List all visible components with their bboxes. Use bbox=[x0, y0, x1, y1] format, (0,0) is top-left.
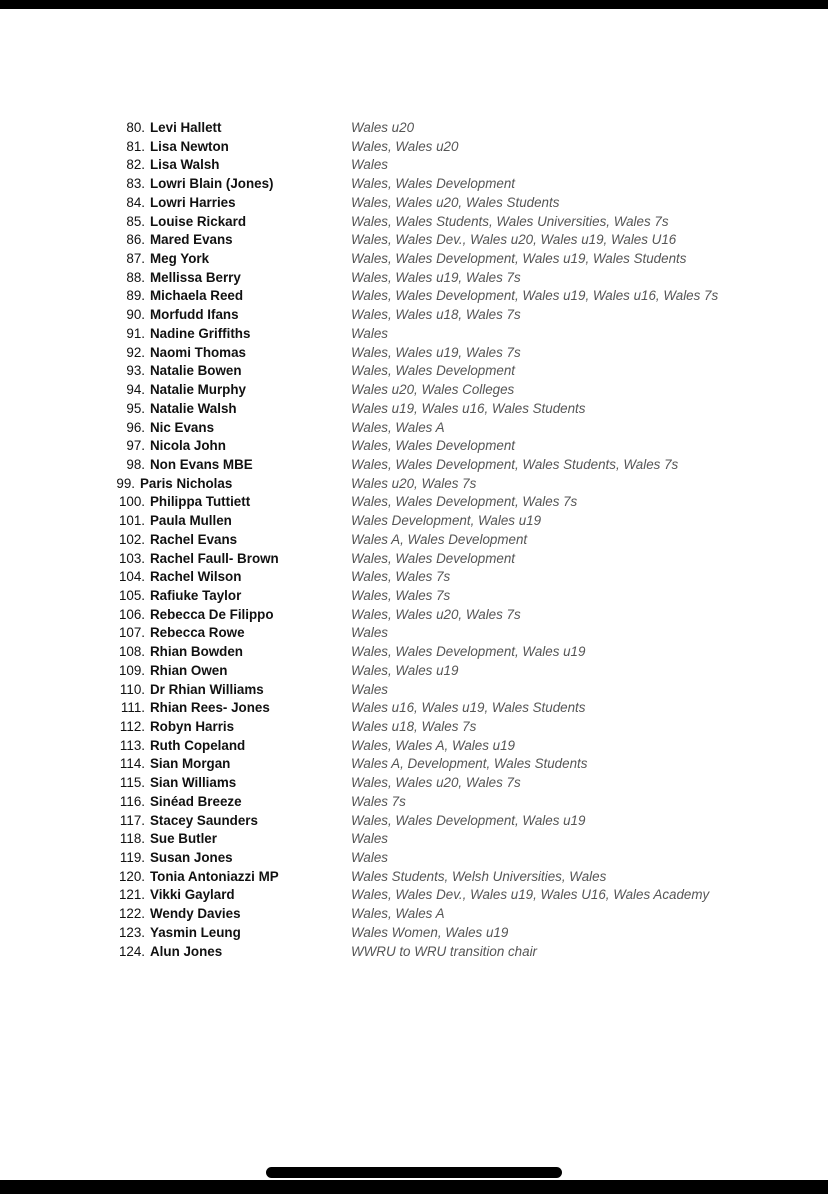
player-teams: Wales Women, Wales u19 bbox=[351, 924, 509, 940]
item-number: 89. bbox=[126, 288, 145, 304]
player-teams: Wales Students, Welsh Universities, Wales bbox=[351, 868, 607, 884]
item-number: 88. bbox=[126, 269, 145, 285]
player-name: Nic Evans bbox=[150, 419, 215, 435]
list-item bbox=[0, 606, 828, 625]
player-name: Natalie Walsh bbox=[150, 400, 237, 416]
player-name: Sian Morgan bbox=[150, 756, 231, 772]
player-name: Rebecca De Filippo bbox=[150, 606, 274, 622]
item-number: 112. bbox=[119, 719, 145, 734]
player-teams: Wales u18, Wales 7s bbox=[351, 719, 477, 734]
player-name: Sinéad Breeze bbox=[150, 793, 242, 809]
item-number: 101. bbox=[118, 513, 145, 529]
list-item bbox=[0, 755, 828, 774]
player-name: Sian Williams bbox=[150, 775, 237, 791]
item-number: 113. bbox=[119, 737, 145, 753]
player-teams: Wales, Wales u20, Wales 7s bbox=[351, 775, 521, 791]
list-item bbox=[0, 830, 828, 849]
item-number: 97. bbox=[126, 438, 145, 454]
item-number: 103. bbox=[118, 550, 145, 566]
player-teams: Wales u19, Wales u16, Wales Students bbox=[351, 400, 586, 416]
item-number: 106. bbox=[118, 606, 145, 622]
item-number: 99. bbox=[116, 475, 135, 491]
player-name: Nadine Griffiths bbox=[150, 325, 251, 341]
player-teams: Wales, Wales u20, Wales 7s bbox=[351, 606, 521, 622]
list-item bbox=[0, 194, 828, 213]
item-number: 91. bbox=[126, 325, 145, 341]
item-number: 95. bbox=[126, 400, 145, 416]
item-number: 102. bbox=[118, 531, 145, 547]
list-item bbox=[0, 531, 828, 550]
list-item bbox=[0, 362, 828, 381]
player-teams: Wales u20, Wales Colleges bbox=[351, 382, 515, 398]
list-item bbox=[0, 493, 828, 512]
player-teams: Wales Development, Wales u19 bbox=[351, 513, 542, 529]
player-teams: Wales, Wales Development, Wales u19, Wales u16, Wales 7s bbox=[351, 288, 719, 304]
list-item bbox=[0, 924, 828, 943]
player-name: Rachel Wilson bbox=[150, 569, 242, 585]
player-teams: Wales, Wales u20 bbox=[351, 138, 459, 154]
item-number: 85. bbox=[126, 213, 145, 229]
item-number: 119. bbox=[119, 850, 145, 866]
item-number: 123. bbox=[118, 924, 145, 940]
player-name: Natalie Bowen bbox=[150, 363, 242, 379]
player-teams: Wales, Wales 7s bbox=[351, 587, 451, 603]
player-name: Levi Hallett bbox=[150, 120, 222, 135]
player-teams: WWRU to WRU transition chair bbox=[351, 943, 538, 959]
player-teams: Wales bbox=[351, 831, 388, 847]
list-item bbox=[0, 269, 828, 288]
document-page[interactable] bbox=[0, 9, 828, 1180]
player-name: Natalie Murphy bbox=[150, 382, 246, 398]
list-item bbox=[0, 587, 828, 606]
player-teams: Wales, Wales u19, Wales 7s bbox=[351, 269, 521, 285]
player-teams: Wales bbox=[351, 325, 388, 341]
list-item bbox=[0, 812, 828, 831]
player-teams: Wales, Wales u18, Wales 7s bbox=[351, 307, 521, 323]
item-number: 94. bbox=[126, 382, 145, 398]
list-item bbox=[0, 868, 828, 887]
player-name: Nicola John bbox=[150, 438, 226, 454]
list-item bbox=[0, 325, 828, 344]
list-item bbox=[0, 886, 828, 905]
player-name: Tonia Antoniazzi MP bbox=[150, 868, 279, 884]
list-item bbox=[0, 138, 828, 157]
item-number: 116. bbox=[119, 793, 145, 809]
list-item bbox=[0, 774, 828, 793]
player-teams: Wales, Wales Students, Wales Universities, Wales 7s bbox=[351, 213, 669, 229]
list-item bbox=[0, 943, 828, 962]
player-teams: Wales, Wales A, Wales u19 bbox=[351, 737, 515, 753]
player-name: Rebecca Rowe bbox=[150, 625, 245, 641]
list-item bbox=[0, 381, 828, 400]
list-item bbox=[0, 699, 828, 718]
player-name: Rafiuke Taylor bbox=[150, 587, 242, 603]
item-number: 83. bbox=[126, 176, 145, 192]
player-list bbox=[0, 119, 828, 961]
item-number: 120. bbox=[118, 868, 145, 884]
player-teams: Wales u20, Wales 7s bbox=[351, 475, 477, 491]
player-teams: Wales A, Wales Development bbox=[351, 531, 528, 547]
player-name: Sue Butler bbox=[150, 831, 217, 847]
player-teams: Wales, Wales Development, Wales Students, Wales 7s bbox=[351, 456, 679, 472]
player-name: Yasmin Leung bbox=[150, 924, 241, 940]
top-status-bar bbox=[0, 0, 828, 9]
player-name: Philippa Tuttiett bbox=[150, 494, 251, 510]
list-item bbox=[0, 512, 828, 531]
player-name: Robyn Harris bbox=[150, 719, 235, 734]
item-number: 84. bbox=[126, 194, 145, 210]
player-teams: Wales u16, Wales u19, Wales Students bbox=[351, 700, 586, 716]
player-name: Ruth Copeland bbox=[150, 737, 246, 753]
item-number: 82. bbox=[126, 157, 145, 173]
item-number: 87. bbox=[126, 251, 145, 267]
player-teams: Wales bbox=[351, 625, 388, 641]
item-number: 81. bbox=[126, 138, 145, 154]
player-name: Rhian Rees- Jones bbox=[150, 700, 270, 716]
player-name: Louise Rickard bbox=[150, 213, 246, 229]
item-number: 100. bbox=[118, 494, 145, 510]
item-number: 92. bbox=[126, 344, 145, 360]
item-number: 90. bbox=[126, 307, 145, 323]
player-name: Mared Evans bbox=[150, 232, 233, 248]
player-name: Alun Jones bbox=[150, 943, 223, 959]
player-teams: Wales, Wales u20, Wales Students bbox=[351, 194, 560, 210]
item-number: 86. bbox=[126, 232, 145, 248]
bottom-bar bbox=[0, 1180, 828, 1194]
player-teams: Wales, Wales Development, Wales u19, Wales Students bbox=[351, 251, 687, 267]
player-name: Lowri Blain (Jones) bbox=[150, 176, 274, 192]
list-item bbox=[0, 737, 828, 756]
item-number: 107. bbox=[118, 625, 145, 641]
list-item bbox=[0, 344, 828, 363]
item-number: 115. bbox=[119, 775, 145, 791]
item-number: 93. bbox=[126, 363, 145, 379]
player-teams: Wales bbox=[351, 850, 388, 866]
player-teams: Wales, Wales Dev., Wales u19, Wales U16, Wales Academy bbox=[351, 887, 710, 903]
list-item bbox=[0, 175, 828, 194]
player-teams: Wales, Wales u19 bbox=[351, 662, 459, 678]
item-number: 114. bbox=[119, 756, 145, 772]
item-number: 105. bbox=[118, 587, 145, 603]
player-name: Lowri Harries bbox=[150, 194, 236, 210]
list-item bbox=[0, 287, 828, 306]
list-item bbox=[0, 905, 828, 924]
list-item bbox=[0, 718, 828, 737]
player-teams: Wales, Wales Development, Wales u19 bbox=[351, 812, 586, 828]
list-item bbox=[0, 231, 828, 250]
player-teams: Wales, Wales Development bbox=[351, 363, 515, 379]
home-indicator[interactable] bbox=[266, 1167, 562, 1178]
list-item bbox=[0, 624, 828, 643]
player-teams: Wales, Wales Development, Wales u19 bbox=[351, 644, 586, 660]
player-teams: Wales, Wales u19, Wales 7s bbox=[351, 344, 521, 360]
item-number: 117. bbox=[119, 812, 145, 828]
player-teams: Wales, Wales A bbox=[351, 906, 445, 922]
item-number: 124. bbox=[118, 943, 145, 959]
player-teams: Wales 7s bbox=[351, 793, 406, 809]
item-number: 110. bbox=[119, 681, 145, 697]
list-item bbox=[0, 681, 828, 700]
list-item bbox=[0, 456, 828, 475]
player-name: Wendy Davies bbox=[150, 906, 241, 922]
player-name: Non Evans MBE bbox=[150, 456, 253, 472]
list-item bbox=[0, 400, 828, 419]
list-item bbox=[0, 849, 828, 868]
player-name: Paris Nicholas bbox=[140, 475, 233, 491]
item-number: 104. bbox=[118, 569, 145, 585]
list-item bbox=[0, 662, 828, 681]
item-number: 80. bbox=[126, 120, 145, 135]
player-teams: Wales, Wales Development bbox=[351, 176, 515, 192]
item-number: 121. bbox=[118, 887, 145, 903]
item-number: 96. bbox=[126, 419, 145, 435]
list-item bbox=[0, 643, 828, 662]
player-name: Lisa Walsh bbox=[150, 157, 220, 173]
item-number: 109. bbox=[118, 662, 145, 678]
item-number: 118. bbox=[119, 831, 145, 847]
player-teams: Wales, Wales 7s bbox=[351, 569, 451, 585]
item-number: 98. bbox=[126, 456, 145, 472]
player-name: Morfudd Ifans bbox=[150, 307, 239, 323]
player-teams: Wales, Wales Development, Wales 7s bbox=[351, 494, 578, 510]
player-teams: Wales, Wales Development bbox=[351, 550, 515, 566]
player-name: Michaela Reed bbox=[150, 288, 244, 304]
player-name: Dr Rhian Williams bbox=[150, 681, 264, 697]
player-name: Lisa Newton bbox=[150, 138, 229, 154]
player-name: Meg York bbox=[150, 251, 210, 267]
player-teams: Wales bbox=[351, 157, 388, 173]
list-item bbox=[0, 475, 828, 494]
list-item bbox=[0, 119, 828, 138]
list-item bbox=[0, 793, 828, 812]
list-item bbox=[0, 156, 828, 175]
player-name: Naomi Thomas bbox=[150, 344, 246, 360]
list-item bbox=[0, 550, 828, 569]
item-number: 111. bbox=[120, 700, 145, 716]
player-name: Stacey Saunders bbox=[150, 812, 258, 828]
list-item bbox=[0, 213, 828, 232]
list-item bbox=[0, 250, 828, 269]
player-name: Rachel Evans bbox=[150, 531, 238, 547]
player-teams: Wales, Wales A bbox=[351, 419, 445, 435]
player-teams: Wales, Wales Dev., Wales u20, Wales u19, Wales U16 bbox=[351, 232, 677, 248]
list-item bbox=[0, 419, 828, 438]
item-number: 122. bbox=[118, 906, 145, 922]
player-name: Vikki Gaylard bbox=[150, 887, 235, 903]
player-name: Paula Mullen bbox=[150, 513, 232, 529]
player-teams: Wales bbox=[351, 681, 388, 697]
list-item bbox=[0, 306, 828, 325]
list-item bbox=[0, 437, 828, 456]
player-name: Susan Jones bbox=[150, 850, 233, 866]
player-name: Rhian Bowden bbox=[150, 644, 243, 660]
list-item bbox=[0, 568, 828, 587]
player-name: Rhian Owen bbox=[150, 662, 228, 678]
player-teams: Wales A, Development, Wales Students bbox=[351, 756, 588, 772]
player-name: Mellissa Berry bbox=[150, 269, 241, 285]
item-number: 108. bbox=[118, 644, 145, 660]
player-name: Rachel Faull- Brown bbox=[150, 550, 279, 566]
player-teams: Wales, Wales Development bbox=[351, 438, 515, 454]
player-teams: Wales u20 bbox=[351, 120, 415, 135]
